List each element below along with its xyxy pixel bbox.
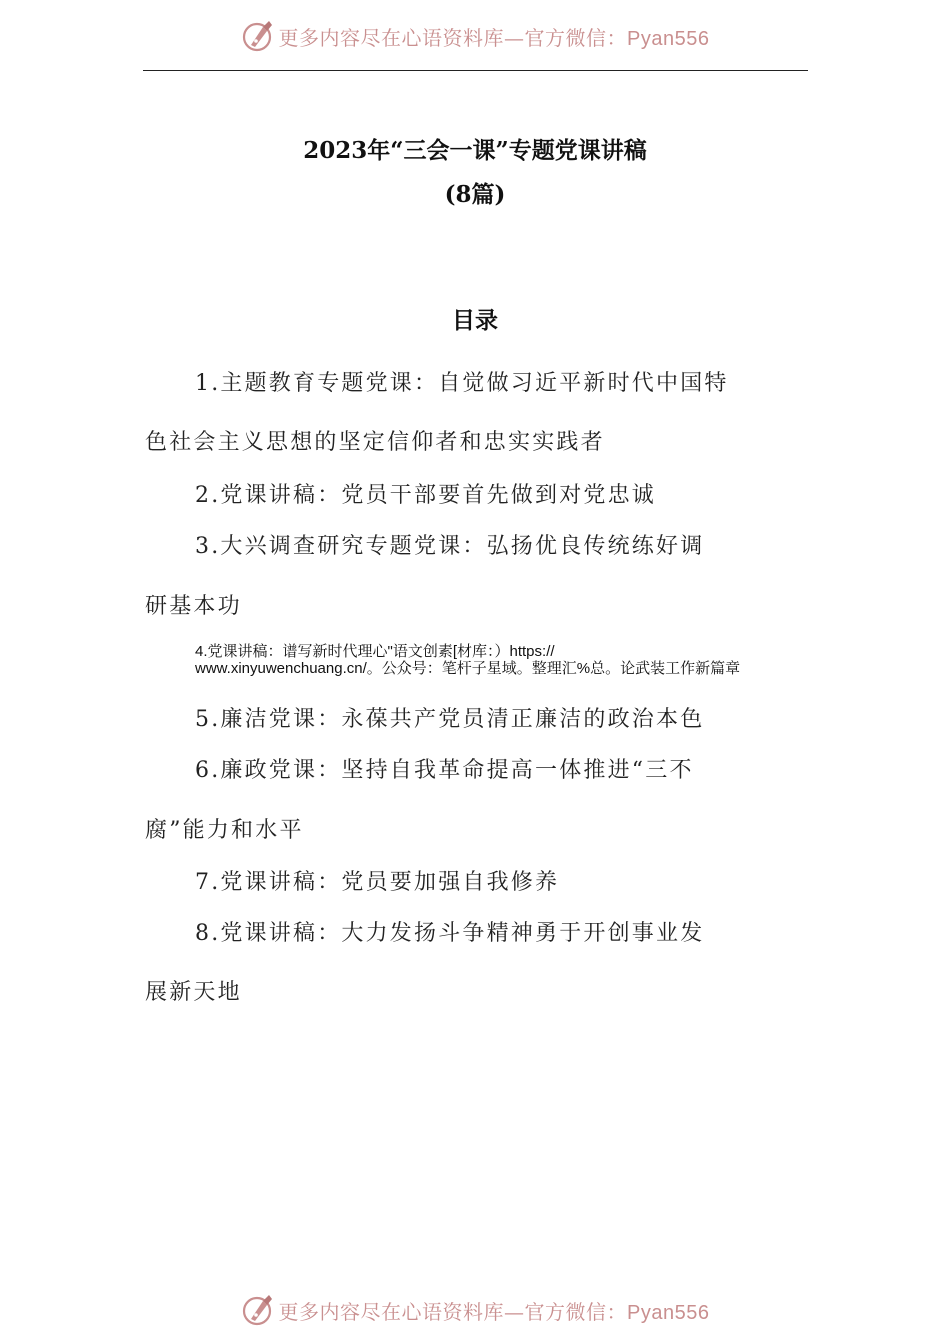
footer-banner — [0, 1288, 950, 1332]
toc-item-8-continued: 展新天地 — [145, 980, 242, 1005]
toc-item-6-continued: 腐”能力和水平 — [145, 818, 304, 843]
toc-item-3-continued: 研基本功 — [145, 594, 242, 619]
banner-text: 更多内容尽在心语资料库—官方微信：Pyan556 — [278, 1299, 710, 1324]
toc-item-1: 1.主题教育专题党课：自觉做习近平新时代中国特 — [195, 371, 729, 396]
toc-heading: 目录 — [452, 307, 498, 334]
header-rule — [143, 70, 808, 71]
toc-item-2: 2.党课讲稿：党员干部要首先做到对党忠诚 — [195, 483, 656, 508]
header-banner — [0, 14, 950, 58]
document-title: 2023年“三会一课”专题党课讲稿 — [303, 137, 647, 164]
toc-item-6: 6.廉政党课：坚持自我革命提高一体推进“三不 — [195, 758, 694, 783]
toc-item-5: 5.廉洁党课：永葆共产党员清正廉洁的政治本色 — [195, 707, 705, 732]
toc-item-8: 8.党课讲稿：大力发扬斗争精神勇于开创事业发 — [195, 921, 705, 946]
document-subtitle: (8篇) — [444, 181, 506, 208]
toc-item-7: 7.党课讲稿：党员要加强自我修养 — [195, 870, 560, 895]
toc-item-4: 4.党课讲稿：谱写新时代理心"语文创素[材库：）https:// — [195, 643, 555, 660]
banner-text: 更多内容尽在心语资料库—官方微信：Pyan556 — [278, 25, 710, 50]
toc-item-3: 3.大兴调查研究专题党课：弘扬优良传统练好调 — [195, 534, 705, 559]
pen-nib-logo-icon — [241, 1293, 275, 1327]
pen-nib-logo-icon — [241, 19, 275, 53]
toc-item-1-continued: 色社会主义思想的坚定信仰者和忠实实践者 — [145, 430, 605, 455]
toc-item-4-continued: www.xinyuwenchuang.cn/。公众号：笔杆子星域。整理汇%总。论武装工作新篇章 — [195, 660, 741, 677]
